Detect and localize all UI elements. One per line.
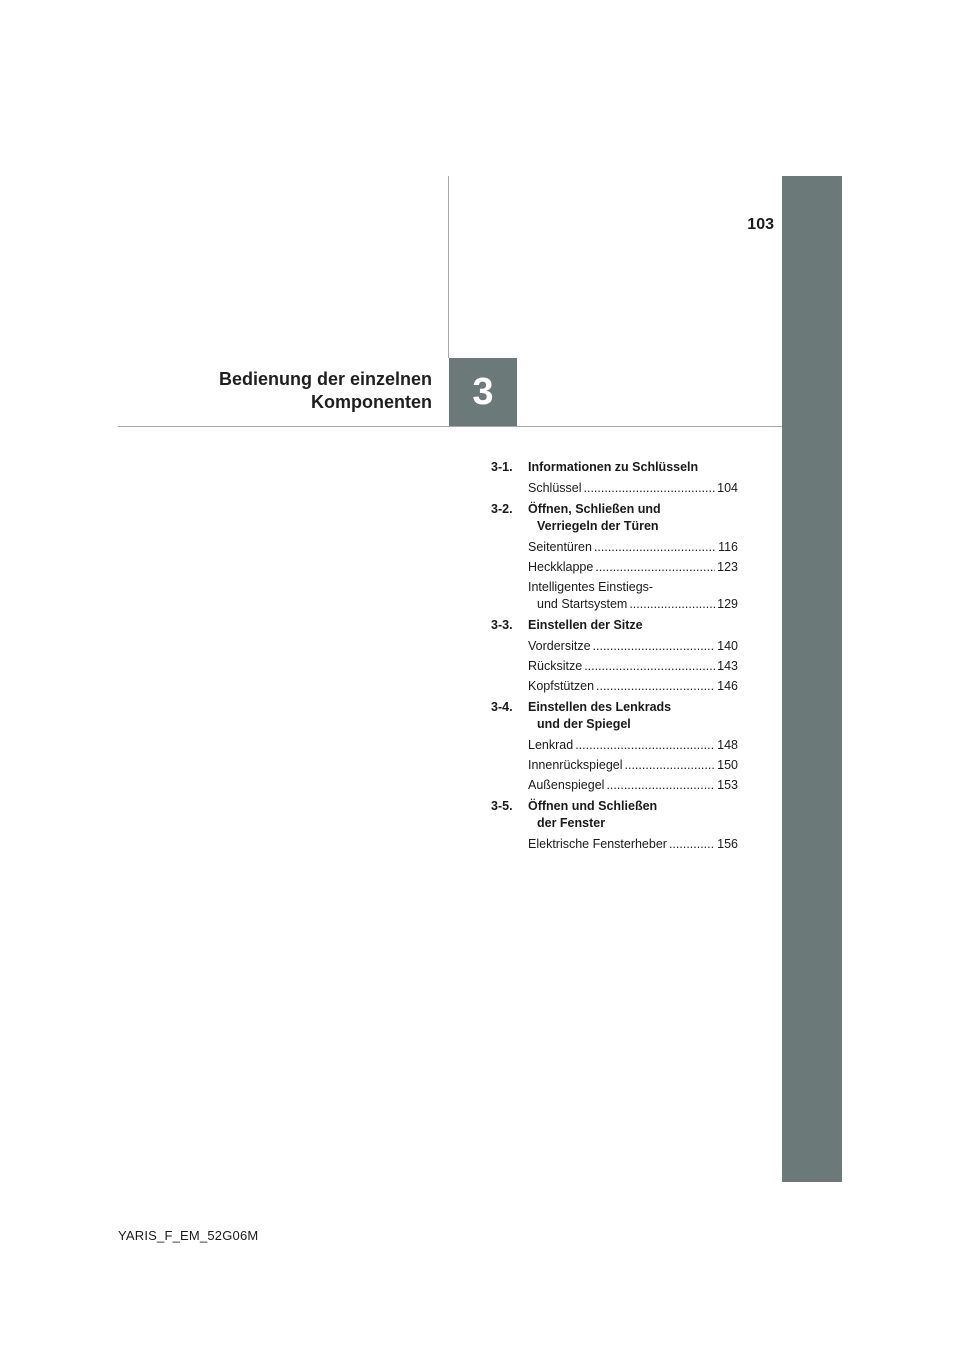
chapter-title	[150, 368, 432, 414]
toc-entry-row	[528, 757, 738, 774]
toc-entry[interactable]	[491, 757, 738, 774]
horizontal-rule	[118, 426, 782, 427]
toc-entry[interactable]	[491, 579, 738, 613]
toc-section-title	[528, 798, 738, 832]
toc-section-number: 3-4.	[491, 700, 513, 714]
toc-section-number: 3-2.	[491, 502, 513, 516]
toc-section-group	[491, 459, 738, 497]
toc-section-title	[528, 617, 738, 634]
toc-entry[interactable]	[491, 559, 738, 576]
toc-entry-page: 129	[717, 597, 738, 611]
toc-entry[interactable]	[491, 539, 738, 556]
toc-section-title	[528, 699, 738, 733]
toc-section-heading[interactable]	[491, 459, 738, 476]
chapter-side-tab	[782, 176, 842, 1182]
chapter-number: 3	[472, 370, 494, 413]
toc-entry-label: Schlüssel	[528, 481, 582, 495]
toc-section-title-line: Verriegeln der Türen	[537, 519, 659, 533]
table-of-contents	[491, 459, 738, 857]
toc-entry-page: 148	[717, 738, 738, 752]
toc-entry-row	[528, 836, 738, 853]
toc-entry-page: 140	[717, 639, 738, 653]
toc-entry-page: 123	[717, 560, 738, 574]
toc-section-title-line: und der Spiegel	[537, 717, 631, 731]
toc-section-title-line: Öffnen und Schließen	[528, 799, 658, 813]
toc-section-group	[491, 501, 738, 613]
toc-dot-leader	[606, 777, 715, 794]
toc-entry-page: 156	[717, 837, 738, 851]
toc-dot-leader	[596, 678, 715, 695]
toc-entry-page: 116	[718, 540, 738, 554]
toc-entry[interactable]	[491, 737, 738, 754]
toc-entry-label: Lenkrad	[528, 738, 574, 752]
toc-section-number: 3-1.	[491, 460, 513, 474]
toc-dot-leader	[669, 836, 715, 853]
toc-dot-leader	[625, 757, 716, 774]
toc-section-group	[491, 617, 738, 695]
toc-section-title	[528, 459, 738, 476]
document-code: YARIS_F_EM_52G06M	[118, 1228, 259, 1243]
toc-entry-label: Kopfstützen	[528, 679, 595, 693]
toc-entry-page: 153	[717, 778, 738, 792]
toc-entry[interactable]	[491, 658, 738, 675]
toc-section-heading[interactable]	[491, 501, 738, 535]
toc-section-title-line: Einstellen des Lenkrads	[528, 700, 672, 714]
toc-section-group	[491, 699, 738, 794]
toc-section-title	[528, 501, 738, 535]
toc-dot-leader	[595, 559, 715, 576]
toc-dot-leader	[594, 539, 716, 556]
toc-entry-label: Seitentüren	[528, 540, 592, 554]
toc-entry-page: 104	[717, 481, 738, 495]
toc-entry-page: 150	[717, 758, 738, 772]
toc-dot-leader	[575, 737, 715, 754]
toc-section-title-line: Einstellen der Sitze	[528, 618, 643, 632]
toc-entry-label: Elektrische Fensterheber	[528, 837, 667, 851]
toc-dot-leader	[584, 658, 715, 675]
chapter-number-box	[449, 358, 517, 426]
toc-section-title-line: der Fenster	[537, 816, 606, 830]
toc-entry-page: 146	[717, 679, 738, 693]
toc-entry-row	[528, 480, 738, 497]
toc-entry-row	[528, 596, 738, 613]
chapter-title-line1: Bedienung der einzelnen	[218, 369, 432, 389]
toc-dot-leader	[584, 480, 716, 497]
toc-entry[interactable]	[491, 638, 738, 655]
toc-dot-leader	[629, 596, 715, 613]
toc-entry-page: 143	[717, 659, 738, 673]
toc-dot-leader	[593, 638, 716, 655]
toc-entry-row	[528, 539, 738, 556]
toc-entry[interactable]	[491, 777, 738, 794]
toc-entry-label: Außenspiegel	[528, 778, 605, 792]
page-number: 103	[747, 216, 774, 233]
toc-entry-label: und Startsystem	[537, 597, 628, 611]
toc-entry-label: Vordersitze	[528, 639, 591, 653]
toc-section-heading[interactable]	[491, 617, 738, 634]
toc-section-heading[interactable]	[491, 699, 738, 733]
toc-section-title-line: Informationen zu Schlüsseln	[528, 460, 699, 474]
vertical-rule	[448, 176, 449, 358]
toc-entry[interactable]	[491, 480, 738, 497]
toc-entry-label: Rücksitze	[528, 659, 583, 673]
toc-entry[interactable]	[491, 836, 738, 853]
toc-entry-label: Heckklappe	[528, 560, 594, 574]
toc-section-number: 3-3.	[491, 618, 513, 632]
toc-entry-row	[528, 559, 738, 576]
toc-entry-label-line: Intelligentes Einstiegs-	[528, 580, 654, 594]
toc-entry-row	[528, 678, 738, 695]
toc-entry-row	[528, 658, 738, 675]
toc-section-heading[interactable]	[491, 798, 738, 832]
toc-entry[interactable]	[491, 678, 738, 695]
chapter-title-line2: Komponenten	[311, 392, 432, 412]
toc-section-number: 3-5.	[491, 799, 513, 813]
toc-section-title-line: Öffnen, Schließen und	[528, 502, 661, 516]
toc-entry-row	[528, 737, 738, 754]
toc-entry-row	[528, 777, 738, 794]
toc-entry-row	[528, 638, 738, 655]
toc-entry-label: Innenrückspiegel	[528, 758, 623, 772]
toc-section-group	[491, 798, 738, 853]
